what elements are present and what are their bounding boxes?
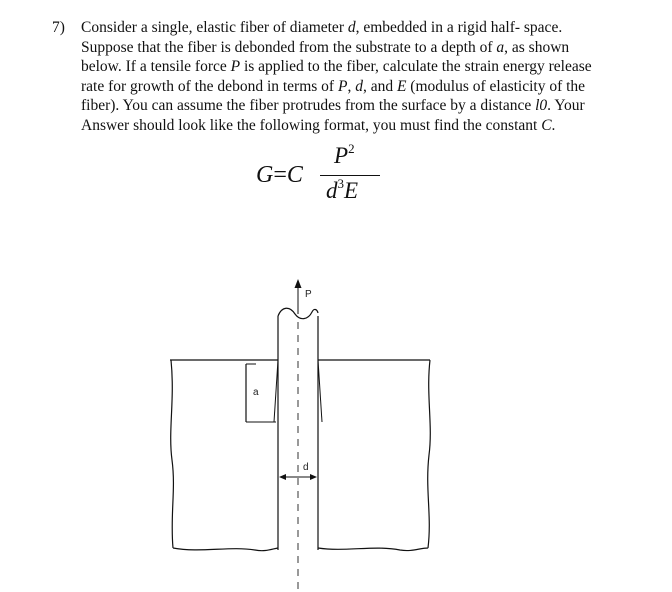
problem-text-run: , and — [362, 77, 397, 95]
diameter-label: d — [303, 462, 309, 473]
equation-g: G — [256, 162, 274, 188]
math-variable: E — [396, 77, 407, 95]
math-variable: a — [496, 38, 505, 56]
problem-text-run: (modulus of elasticity of the — [406, 77, 586, 95]
math-variable: P — [337, 77, 348, 95]
math-variable: d — [347, 19, 356, 36]
equation-equals: = — [273, 162, 287, 188]
problem-text-run: is applied to the fiber, calculate the strain energy release — [240, 58, 592, 75]
substrate-left-block — [170, 360, 278, 551]
debond-depth-label: a — [253, 387, 259, 398]
problem-text-run: Suppose that the fiber is debonded from the substrate to a depth of — [81, 38, 497, 56]
problem-text-run: , — [347, 77, 356, 95]
math-variable: C — [541, 116, 552, 134]
problem-text-run: fiber). You can assume the fiber protrudes from the surface by a distance — [81, 97, 536, 114]
problem-text-run: , embedded in a rigid half- space. — [355, 19, 563, 36]
denominator-d: d — [326, 178, 338, 203]
denominator-exponent: 3 — [337, 176, 344, 191]
math-variable: l — [535, 97, 540, 114]
equation-constant: C — [286, 162, 303, 188]
problem-number: 7) — [52, 19, 65, 36]
math-variable: 0 — [539, 97, 548, 114]
math-variable: P — [230, 58, 241, 75]
force-arrow-head — [295, 279, 302, 288]
problem-text-run: Consider a single, elastic fiber of diameter — [81, 19, 348, 36]
denominator-e: E — [344, 178, 359, 203]
problem-text-run: , as shown — [504, 38, 570, 56]
problem-text-run: Answer should look like the following format, you must find the constant — [81, 116, 542, 134]
numerator-p: P — [334, 143, 349, 168]
problem-text-run: below. If a tensile force — [81, 58, 231, 75]
math-variable: d — [355, 77, 363, 95]
force-label: P — [305, 289, 312, 300]
substrate-right-block — [318, 360, 430, 551]
numerator-exponent: 2 — [348, 141, 355, 156]
problem-text-run: . — [551, 116, 556, 134]
problem-text-run: . Your — [547, 97, 585, 114]
diameter-arrow-right — [310, 474, 317, 480]
problem-text-run: rate for growth of the debond in terms of — [81, 77, 338, 95]
diameter-arrow-left — [279, 474, 286, 480]
